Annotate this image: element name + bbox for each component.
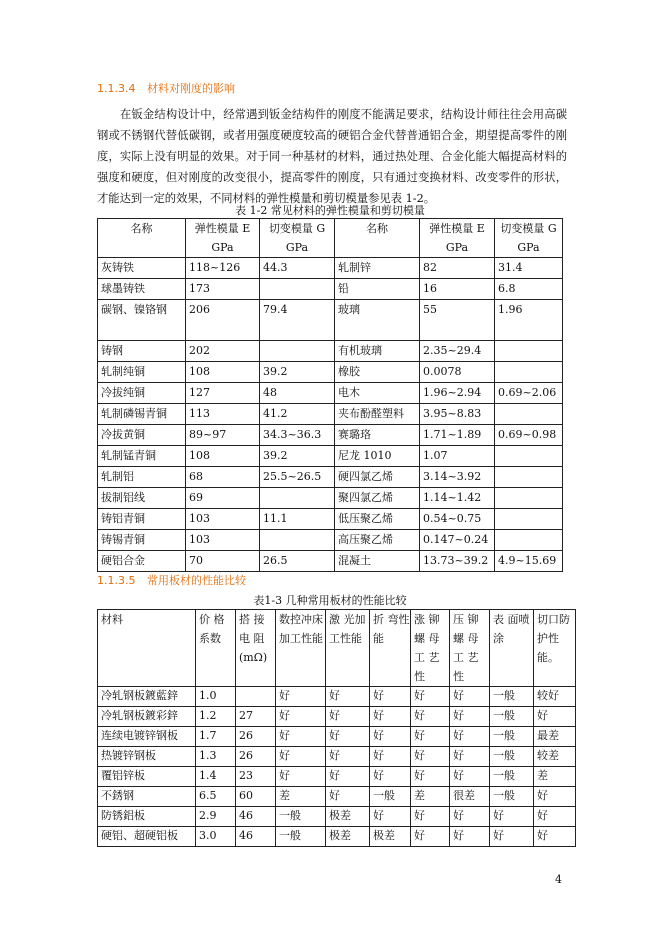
header-cut-protection: 切口防护性能。 [534,610,576,687]
table-cell: 电木 [335,383,420,404]
table-cell: 夹布酚醛塑料 [335,404,420,425]
table-cell: 好 [370,707,411,727]
table-cell: 好 [534,807,576,827]
table-cell [260,530,335,551]
table-cell: 好 [450,747,490,767]
table-cell: 0.147~0.24 [420,530,495,551]
header-cnc-punching: 数控冲床加工性能 [276,610,326,687]
table-cell: 好 [276,767,326,787]
table-cell [495,530,563,551]
table-row [98,404,563,425]
table-cell: 硬铝合金 [98,551,186,572]
table-cell: 铅 [335,279,420,300]
table-1-2 [97,218,563,572]
header-elastic-modulus: 弹性模量 E GPa [420,219,495,258]
table-cell [260,341,335,362]
table-row [98,467,563,488]
page-number: 4 [555,873,562,886]
header-elastic-modulus: 弹性模量 E GPa [186,219,260,258]
table-cell: 一般 [490,767,534,787]
table-cell: 55 [420,300,495,341]
section-title: 材料对刚度的影响 [147,82,235,95]
table-row [98,341,563,362]
table-cell: 82 [420,258,495,279]
section-heading-1-1-3-5 [97,572,246,588]
table-row [98,258,563,279]
table-cell: 好 [326,727,370,747]
table-cell: 1.0 [196,687,236,707]
table-row [98,509,563,530]
table-cell: 硬铝、超硬铝板 [98,827,196,847]
table-row [98,551,563,572]
table-cell: 一般 [370,787,411,807]
table-cell: 铸锡青铜 [98,530,186,551]
table-cell: 一般 [276,807,326,827]
table-cell: 差 [411,787,450,807]
table-cell: 有机玻璃 [335,341,420,362]
table-cell [495,404,563,425]
table-cell: 1.96 [495,300,563,341]
table-cell [495,341,563,362]
table-cell: 碳钢、镍铬钢 [98,300,186,341]
table-cell: 冷拔黄铜 [98,425,186,446]
table-row [98,488,563,509]
table-cell: 较好 [534,687,576,707]
table-cell: 聚四氯乙烯 [335,488,420,509]
table-cell: 好 [276,707,326,727]
table-row [98,827,576,847]
header-press-rivet-nut: 压 铆螺 母工 艺性 [450,610,490,687]
table-cell: 113 [186,404,260,425]
table-cell: 好 [450,707,490,727]
table-cell: 41.2 [260,404,335,425]
header-shear-modulus: 切变模量 G GPa [260,219,335,258]
table-cell: 46 [236,827,276,847]
table-cell: 103 [186,509,260,530]
table-cell [495,488,563,509]
table-cell: 26 [236,727,276,747]
table-cell: 尼龙 1010 [335,446,420,467]
table-cell: 好 [450,827,490,847]
table-cell: 好 [490,807,534,827]
table-cell: 127 [186,383,260,404]
table-row [98,425,563,446]
table-cell: 一般 [490,707,534,727]
table-cell: 好 [326,767,370,787]
table-1-2-caption: 表 1-2 常见材料的弹性模量和剪切模量 [235,204,425,217]
table-cell: 2.9 [196,807,236,827]
table-cell: 赛璐珞 [335,425,420,446]
table-row [98,727,576,747]
table-cell: 一般 [490,747,534,767]
table-cell: 冷轧钢板鍍藍鋅 [98,687,196,707]
table-cell: 1.07 [420,446,495,467]
table-cell: 206 [186,300,260,341]
table-cell: 23 [236,767,276,787]
table-cell: 34.3~36.3 [260,425,335,446]
section-heading-1-1-3-4 [97,80,235,96]
table-cell: 极差 [370,827,411,847]
table-cell [260,279,335,300]
table-cell: 轧制锰青铜 [98,446,186,467]
table-cell: 48 [260,383,335,404]
table-cell: 拔制铝线 [98,488,186,509]
table-cell: 好 [370,687,411,707]
table-cell: 好 [326,707,370,727]
table-cell: 1.4 [196,767,236,787]
table-cell: 好 [411,827,450,847]
table-cell: 3.14~3.92 [420,467,495,488]
table-cell: 好 [450,767,490,787]
table-cell: 连续电镀锌钢板 [98,727,196,747]
table-cell: 极差 [326,827,370,847]
table-cell: 好 [326,747,370,767]
table-1-3-caption: 表1-3 几种常用板材的性能比较 [253,594,407,607]
table-cell: 60 [236,787,276,807]
table-cell: 1.71~1.89 [420,425,495,446]
table-cell: 硬四氯乙烯 [335,467,420,488]
table-cell: 好 [370,807,411,827]
table-cell: 轧制铝 [98,467,186,488]
table-cell: 防锈鋁板 [98,807,196,827]
table-cell: 很差 [450,787,490,807]
table-cell: 25.5~26.5 [260,467,335,488]
table-cell: 26 [236,747,276,767]
table-cell [495,446,563,467]
table-cell: 轧制磷锡青铜 [98,404,186,425]
table-cell: 好 [534,707,576,727]
table-cell [495,467,563,488]
header-name: 名称 [98,219,186,258]
header-expansion-rivet-nut: 涨 铆螺 母工 艺性 [411,610,450,687]
table-cell: 3.95~8.83 [420,404,495,425]
table-cell: 好 [370,747,411,767]
table-cell: 好 [411,727,450,747]
table-cell: 灰铸铁 [98,258,186,279]
header-surface-coating: 表 面喷涂 [490,610,534,687]
table-cell: 好 [450,807,490,827]
table-cell: 一般 [276,827,326,847]
table-cell: 好 [450,727,490,747]
table-header-row [98,610,576,687]
table-cell: 较差 [534,747,576,767]
table-cell [495,362,563,383]
table-cell: 68 [186,467,260,488]
table-cell: 39.2 [260,446,335,467]
table-row [98,279,563,300]
table-cell: 173 [186,279,260,300]
header-bending: 折 弯性能 [370,610,411,687]
table-row [98,446,563,467]
table-cell: 44.3 [260,258,335,279]
table-cell: 好 [450,687,490,707]
table-cell: 高压聚乙烯 [335,530,420,551]
table-cell: 好 [411,767,450,787]
table-cell: 不銹钢 [98,787,196,807]
table-cell: 108 [186,362,260,383]
table-cell: 1.96~2.94 [420,383,495,404]
table-cell: 46 [236,807,276,827]
table-cell: 69 [186,488,260,509]
table-cell: 覆铝锌板 [98,767,196,787]
table-cell: 3.0 [196,827,236,847]
table-row [98,300,563,341]
header-price-factor: 价 格系数 [196,610,236,687]
table-cell: 16 [420,279,495,300]
header-shear-modulus: 切变模量 G GPa [495,219,563,258]
table-cell: 轧制锌 [335,258,420,279]
table-cell: 极差 [326,807,370,827]
table-cell: 铸铝青铜 [98,509,186,530]
table-cell: 11.1 [260,509,335,530]
table-header-row [98,219,563,258]
section-number: 1.1.3.4 [97,82,136,95]
table-cell: 好 [326,687,370,707]
section-title: 常用板材的性能比较 [147,574,246,587]
table-cell: 混凝土 [335,551,420,572]
table-cell: 一般 [490,727,534,747]
table-cell: 好 [326,787,370,807]
table-cell: 79.4 [260,300,335,341]
table-cell: 冷轧钢板鍍彩鋅 [98,707,196,727]
table-cell: 好 [534,787,576,807]
table-cell: 118~126 [186,258,260,279]
table-cell: 2.35~29.4 [420,341,495,362]
table-row [98,362,563,383]
table-row [98,767,576,787]
table-cell: 1.3 [196,747,236,767]
table-cell: 1.7 [196,727,236,747]
table-cell: 好 [411,707,450,727]
table-cell: 4.9~15.69 [495,551,563,572]
header-material: 材料 [98,610,196,687]
table-1-3 [97,609,576,847]
table-cell: 好 [411,747,450,767]
table-cell: 39.2 [260,362,335,383]
section-number: 1.1.3.5 [97,574,136,587]
table-cell [236,687,276,707]
table-cell: 橡胶 [335,362,420,383]
table-cell: 好 [490,827,534,847]
table-row [98,747,576,767]
table-cell: 202 [186,341,260,362]
table-cell: 球墨铸铁 [98,279,186,300]
table-cell: 一般 [490,787,534,807]
table-row [98,530,563,551]
table-cell: 31.4 [495,258,563,279]
table-cell: 好 [370,727,411,747]
table-cell: 好 [370,767,411,787]
table-cell: 好 [276,747,326,767]
table-cell: 70 [186,551,260,572]
table-row [98,383,563,404]
table-cell: 热镀锌钢板 [98,747,196,767]
table-row [98,807,576,827]
header-name: 名称 [335,219,420,258]
table-cell: 13.73~39.2 [420,551,495,572]
table-cell: 差 [276,787,326,807]
table-cell: 89~97 [186,425,260,446]
table-cell: 一般 [490,687,534,707]
table-cell: 6.5 [196,787,236,807]
table-cell: 27 [236,707,276,727]
table-cell: 轧制纯铜 [98,362,186,383]
table-cell: 差 [534,767,576,787]
table-cell [495,509,563,530]
table-cell: 好 [276,687,326,707]
table-cell [260,488,335,509]
table-cell: 1.14~1.42 [420,488,495,509]
table-row [98,687,576,707]
table-cell: 低压聚乙烯 [335,509,420,530]
table-cell: 0.69~2.06 [495,383,563,404]
table-cell: 好 [276,727,326,747]
table-cell: 1.2 [196,707,236,727]
header-contact-resistance: 搭 接电 阻(mΩ) [236,610,276,687]
table-cell: 0.0078 [420,362,495,383]
table-cell: 冷拔纯铜 [98,383,186,404]
table-cell: 0.54~0.75 [420,509,495,530]
table-cell: 103 [186,530,260,551]
table-cell: 好 [411,687,450,707]
table-row [98,707,576,727]
table-cell: 好 [534,827,576,847]
table-cell: 铸钢 [98,341,186,362]
body-paragraph: 在钣金结构设计中，经常遇到钣金结构件的刚度不能满足要求，结构设计师往往会用高碳钢或不锈钢代替低碳钢，或者用强度硬度较高的硬铝合金代替普通铝合金，期望提高零件的刚度，实际上没有明显的效果。对于同一种基材的材料，通过热处理、合金化能大幅提高材料的强度和硬度，但对刚度的改变很小，提高零件的刚度，只有通过变换材料、改变零件的形状，才能达到一定的效果，不同材料的弹性模量和剪切模量参见表 1-2。 [97,108,567,205]
header-laser-processing: 激 光加 工性能 [326,610,370,687]
table-cell: 最差 [534,727,576,747]
table-cell: 6.8 [495,279,563,300]
table-cell: 0.69~0.98 [495,425,563,446]
table-cell: 108 [186,446,260,467]
table-cell: 26.5 [260,551,335,572]
table-row [98,787,576,807]
table-cell: 玻璃 [335,300,420,341]
table-cell: 好 [411,807,450,827]
